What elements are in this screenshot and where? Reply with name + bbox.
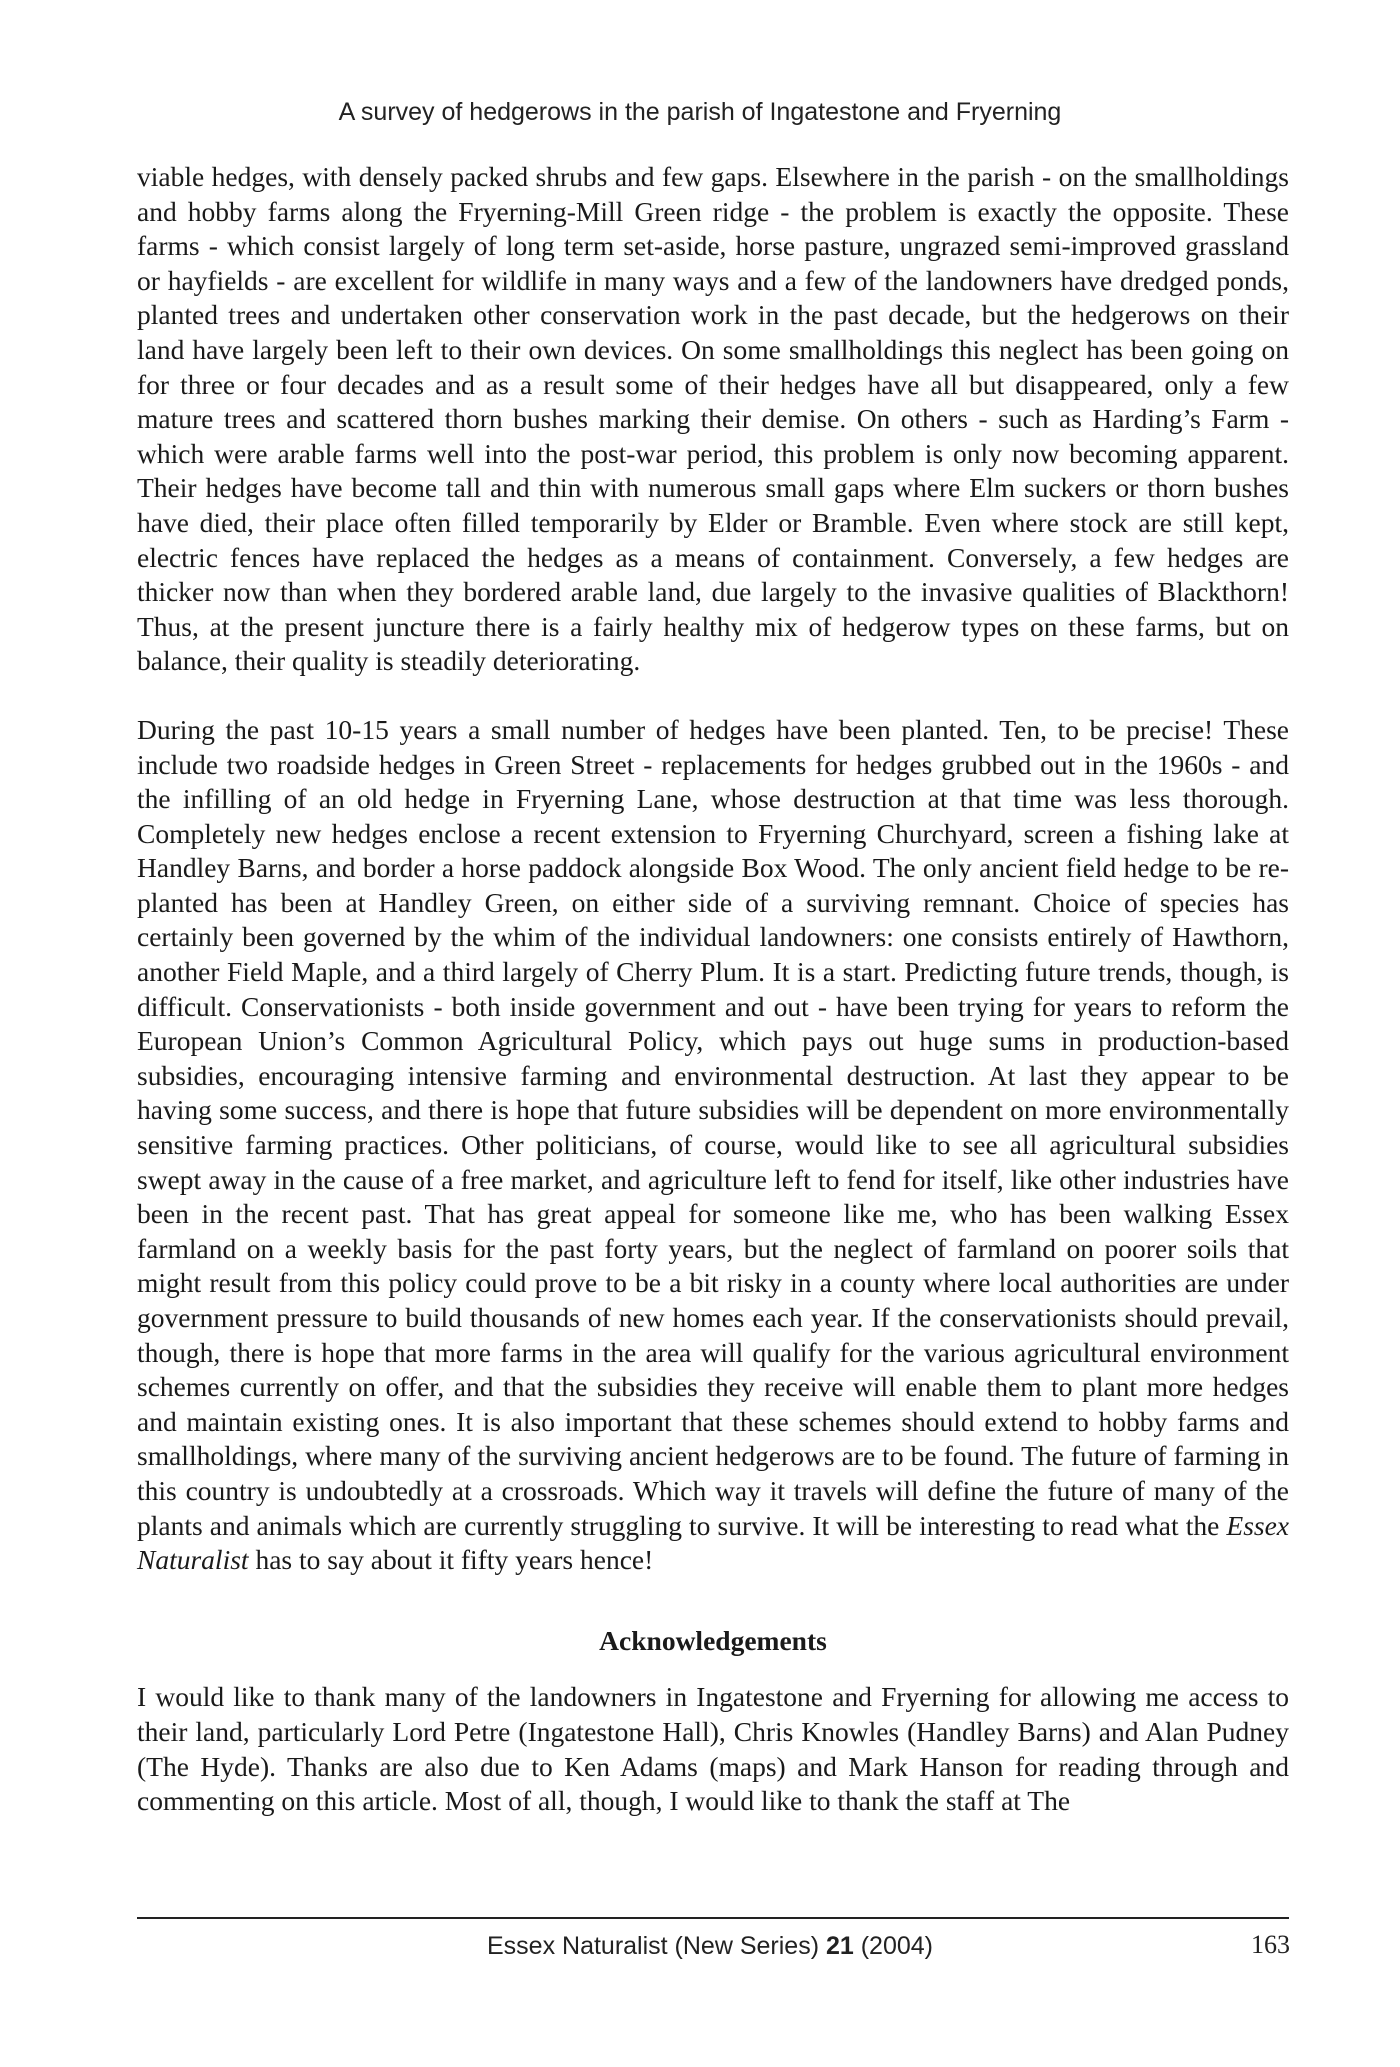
article-body bbox=[137, 160, 1289, 1819]
footer-year: (2004) bbox=[853, 1932, 933, 1960]
journal-title-italic: Essex Naturalist bbox=[137, 1509, 1290, 1576]
footer-journal-citation bbox=[0, 1932, 1400, 1961]
paragraph-1: viable hedges, with densely packed shrubs and few gaps. Elsewhere in the parish - on the smallholdings and hobby farms along the Fryerning-Mill Green ridge - the problem is exactly the opposite. These farms - which consist largely of long term set-aside, horse pasture, ungrazed semi-improved grassland or hayfields - are excellent for wildlife in many ways and a few of the landowners have dredged ponds, planted trees and undertaken other conservation work in the past decade, but the hedgerows on their land have largely been left to their own devices. On some smallholdings this neglect has been going on for three or four decades and as a result some of their hedges have all but disappeared, only a few mature trees and scattered thorn bushes marking their demise. On others - such as Harding’s Farm - which were arable farms well into the post-war period, this problem is only now becoming apparent. Their hedges have become tall and thin with numerous small gaps where Elm suckers or thorn bushes have died, their place often filled temporarily by Elder or Bramble. Even where stock are still kept, electric fences have replaced the hedges as a means of containment. Conversely, a few hedges are thicker now than when they bordered arable land, due largely to the invasive qualities of Blackthorn! Thus, at the present juncture there is a fairly healthy mix of hedgerow types on these farms, but on balance, their quality is steadily deteriorating. bbox=[137, 161, 1289, 677]
footer-rule bbox=[137, 1917, 1289, 1919]
paragraph-2 bbox=[137, 713, 1289, 1578]
running-head: A survey of hedgerows in the parish of Ingatestone and Fryerning bbox=[338, 98, 1062, 126]
acknowledgements-text: I would like to thank many of the landowners in Ingatestone and Fryerning for allowing me access to their land, particularly Lord Petre (Ingatestone Hall), Chris Knowles (Handley Barns) and Alan Pudney (The Hyde). Thanks are also due to Ken Adams (maps) and Mark Hanson for reading through and commenting on this article. Most of all, though, I would like to thank the staff at The bbox=[137, 1681, 1289, 1817]
page-number: 163 bbox=[1251, 1930, 1290, 1959]
acknowledgements-heading: Acknowledgements bbox=[599, 1624, 827, 1656]
paragraph-2-end: has to say about it fifty years hence! bbox=[248, 1544, 654, 1576]
footer-volume: 21 bbox=[825, 1932, 854, 1960]
footer-journal-name: Essex Naturalist (New Series) bbox=[486, 1932, 826, 1960]
paragraph-2-text: During the past 10-15 years a small number of hedges have been planted. Ten, to be precise! These include two roadside hedges in Green Street - replacements for hedges grubbed out in the 1960s - and the infilling of an old hedge in Fryerning Lane, whose destruction at that time was less thorough. Completely new hedges enclose a recent extension to Fryerning Churchyard, screen a fishing lake at Handley Barns, and border a horse paddock alongside Box Wood. The only ancient field hedge to be re-planted has been at Handley Green, on either side of a surviving remnant. Choice of species has certainly been governed by the whim of the individual landowners: one consists entirely of Hawthorn, another Field Maple, and a third largely of Cherry Plum. It is a start. Predicting future trends, though, is difficult. Conservationists - both inside government and out - have been trying for years to reform the European Union’s Common Agricultural Policy, which pays out huge sums in production-based subsidies, encouraging intensive farming and environmental destruction. At last they appear to be having some success, and there is hope that future subsidies will be dependent on more environmentally sensitive farming practices. Other politicians, of course, would like to see all agricultural subsidies swept away in the cause of a free market, and agriculture left to fend for itself, like other industries have been in the recent past. That has great appeal for someone like me, who has been walking Essex farmland on a weekly basis for the past forty years, but the neglect of farmland on poorer soils that might result from this policy could prove to be a bit risky in a county where local authorities are under government pressure to build thousands of new homes each year. If the conservationists should prevail, though, there is hope that more farms in the area will qualify for the various agricultural environment schemes currently on offer, and that the subsidies they receive will enable them to plant more hedges and maintain existing ones. It is also important that these schemes should extend to hobby farms and smallholdings, where many of the surviving ancient hedgerows are to be found. The future of farming in this country is undoubtedly at a crossroads. Which way it travels will define the future of many of the plants and animals which are currently struggling to survive. It will be interesting to read what the bbox=[137, 713, 1289, 1541]
